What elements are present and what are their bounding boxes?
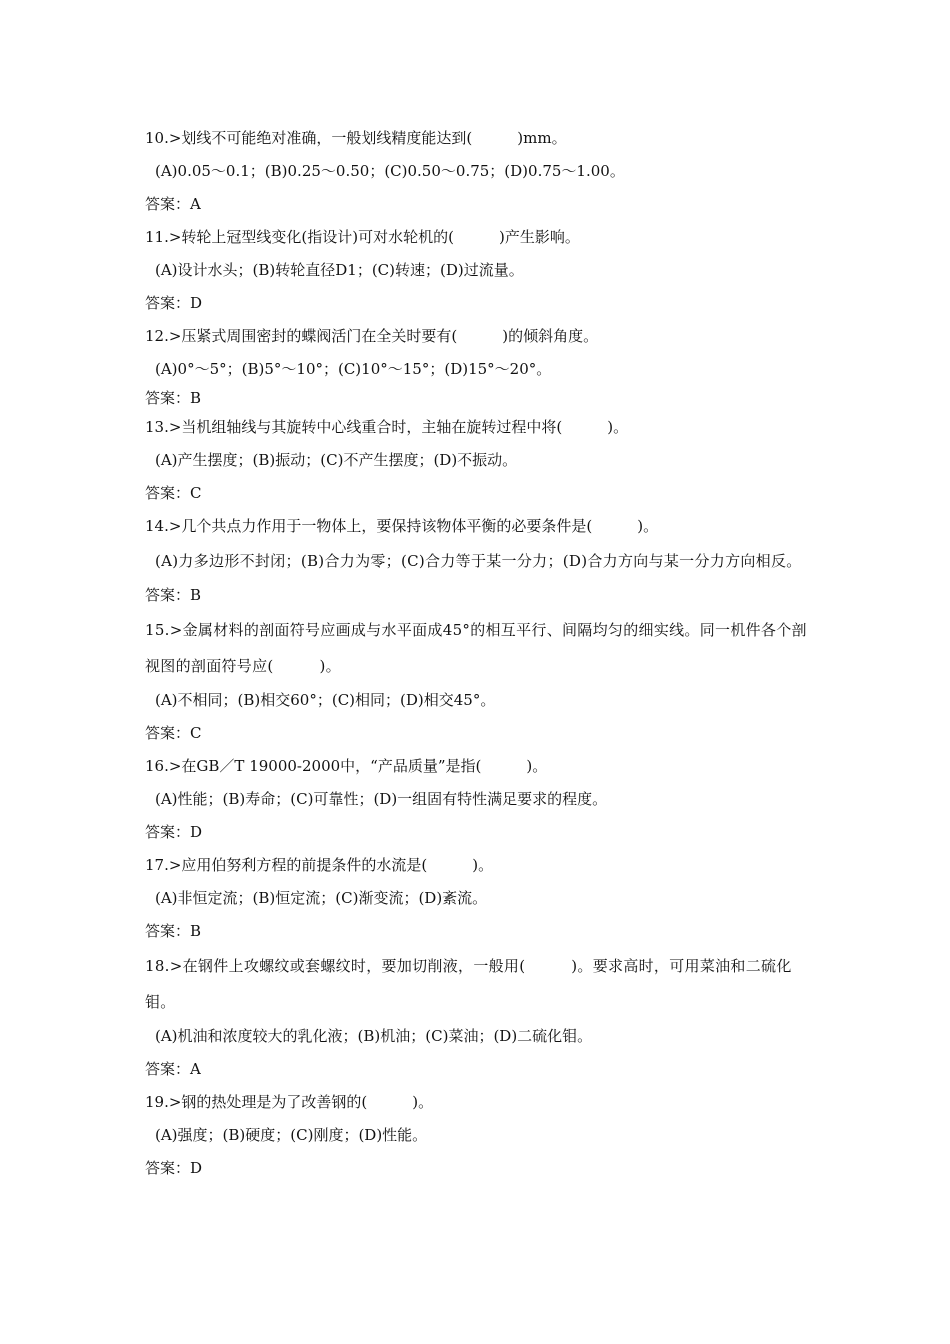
question-item: [145, 750, 815, 849]
question-options: (A)机油和浓度较大的乳化液；(B)机油；(C)菜油；(D)二硫化钼。: [155, 1027, 593, 1045]
question-options: (A)强度；(B)硬度；(C)刚度；(D)性能。: [155, 1126, 428, 1144]
question-options: (A)力多边形不封闭；(B)合力为零；(C)合力等于某一分力；(D)合力方向与某一分力方向相反。: [155, 552, 802, 570]
question-item: [145, 948, 815, 1086]
question-answer: 答案：B: [145, 922, 202, 940]
question-item: [145, 221, 815, 320]
question-stem: 19.>钢的热处理是为了改善钢的( )。: [145, 1093, 434, 1111]
question-options: (A)性能；(B)寿命；(C)可靠性；(D)一组固有特性满足要求的程度。: [155, 790, 608, 808]
question-answer: 答案：B: [145, 389, 202, 407]
question-item: [145, 320, 815, 411]
question-item: [145, 122, 815, 221]
question-stem: 18.>在钢件上攻螺纹或套螺纹时，要加切削液，一般用( )。要求高时，可用菜油和二硫化钼。: [145, 957, 792, 1011]
question-answer: 答案：D: [145, 823, 203, 841]
question-options: (A)非恒定流；(B)恒定流；(C)渐变流；(D)紊流。: [155, 889, 488, 907]
question-item: [145, 612, 815, 750]
question-answer: 答案：A: [145, 1060, 201, 1078]
question-answer: 答案：B: [145, 586, 202, 604]
question-options: (A)设计水头；(B)转轮直径D1；(C)转速；(D)过流量。: [155, 261, 524, 279]
question-stem: 14.>几个共点力作用于一物体上，要保持该物体平衡的必要条件是( )。: [145, 517, 659, 535]
question-answer: 答案：D: [145, 1159, 203, 1177]
question-answer: 答案：A: [145, 195, 201, 213]
question-options: (A)0°～5°；(B)5°～10°；(C)10°～15°；(D)15°～20°。: [155, 360, 552, 378]
question-stem: 15.>金属材料的剖面符号应画成与水平面成45°的相互平行、间隔均匀的细实线。同一机件各个剖视图的剖面符号应( )。: [145, 621, 807, 675]
question-item: [145, 411, 815, 510]
question-answer: 答案：D: [145, 294, 203, 312]
question-stem: 16.>在GB／T 19000-2000中，“产品质量”是指( )。: [145, 757, 548, 775]
question-stem: 17.>应用伯努利方程的前提条件的水流是( )。: [145, 856, 494, 874]
question-stem: 10.>划线不可能绝对准确，一般划线精度能达到( )mm。: [145, 129, 567, 147]
question-item: [145, 849, 815, 948]
question-stem: 13.>当机组轴线与其旋转中心线重合时，主轴在旋转过程中将( )。: [145, 418, 629, 436]
question-options: (A)0.05～0.1；(B)0.25～0.50；(C)0.50～0.75；(D)0.75～1.00。: [155, 162, 625, 180]
question-item: [145, 510, 815, 612]
question-options: (A)产生摆度；(B)振动；(C)不产生摆度；(D)不振动。: [155, 451, 518, 469]
question-item: [145, 1086, 815, 1185]
question-answer: 答案：C: [145, 724, 202, 742]
question-stem: 12.>压紧式周围密封的蝶阀活门在全关时要有( )的倾斜角度。: [145, 327, 599, 345]
question-list: [145, 122, 815, 1185]
question-stem: 11.>转轮上冠型线变化(指设计)可对水轮机的( )产生影响。: [145, 228, 580, 246]
question-answer: 答案：C: [145, 484, 202, 502]
question-options: (A)不相同；(B)相交60°；(C)相同；(D)相交45°。: [155, 691, 496, 709]
